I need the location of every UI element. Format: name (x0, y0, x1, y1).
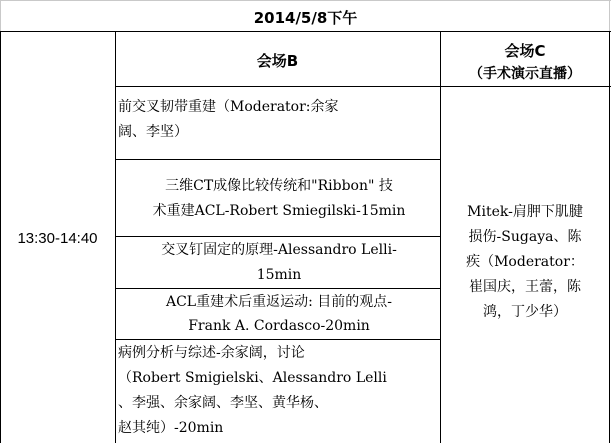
session-item: 病例分析与综述-余家阔，讨论 （Robert Smigielski、Alessandro Lelli 、李强、余家阔、李坚、黄华杨、 赵其纯）-20min (118, 345, 387, 436)
session-item: 三维CT成像比较传统和"Ribbon" 技 术重建ACL-Robert Smiegilski-15min (152, 178, 406, 219)
venue-c-subtitle: （手术演示直播） (469, 66, 581, 82)
session-item: ACL重建术后重返运动: 目前的观点- Frank A. Cordasco-20min (165, 294, 393, 334)
row-divider (440, 86, 611, 87)
session-item: 前交叉韧带重建（Moderator:余家 阔、李坚） (118, 99, 339, 140)
venue-c-content: Mitek-肩胛下肌腱 损伤-Sugaya、陈 疾（Moderator： 崔国庆，王蕾，陈 鸿，丁少华） (466, 204, 584, 320)
venue-c-header (440, 34, 610, 86)
column-divider (609, 31, 610, 443)
column-divider (115, 31, 116, 443)
row-divider (115, 339, 441, 340)
row-divider (0, 31, 611, 32)
venue-b-header: 会场B (256, 51, 299, 70)
row-divider (115, 236, 441, 237)
date-header: 2014/5/8下午 (253, 8, 358, 27)
row-divider (115, 86, 441, 87)
session-item: 交叉钉固定的原理-Alessandro Lelli- 15min (161, 242, 397, 283)
row-divider (115, 159, 441, 160)
column-divider (440, 31, 441, 443)
time-slot: 13:30-14:40 (17, 230, 98, 247)
venue-c-title: 会场C (504, 42, 546, 60)
column-divider (0, 31, 1, 443)
gridline (0, 0, 611, 1)
row-divider (115, 288, 441, 289)
